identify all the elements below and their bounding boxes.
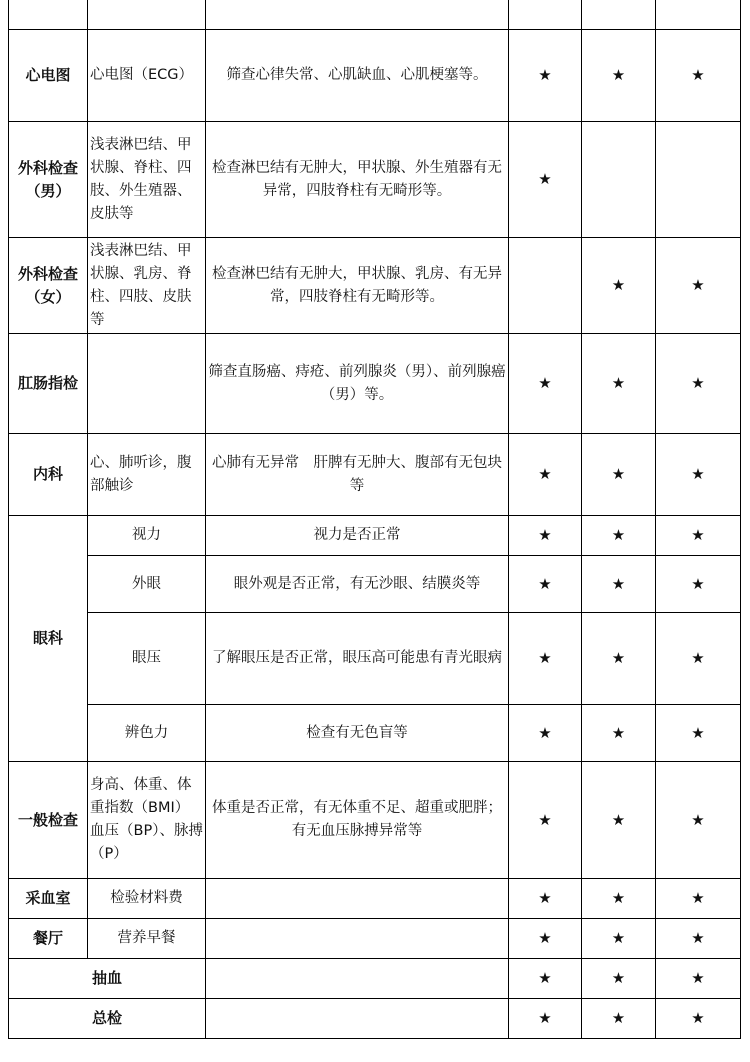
- star-mark: ★: [582, 879, 656, 919]
- star-mark: ★: [656, 334, 741, 434]
- star-mark: ★: [656, 613, 741, 705]
- category-cell: 餐厅: [9, 919, 88, 959]
- empty-cell: [656, 0, 741, 30]
- table-row: [9, 879, 741, 919]
- item-cell: 心电图（ECG）: [88, 30, 206, 122]
- table-row: [9, 959, 741, 999]
- category-cell: 内科: [9, 434, 88, 516]
- empty-cell: [206, 0, 509, 30]
- star-mark: ★: [656, 238, 741, 334]
- table-row: [9, 919, 741, 959]
- star-mark: ★: [656, 959, 741, 999]
- category-cell: 总检: [9, 999, 206, 1039]
- empty-cell: [206, 879, 509, 919]
- star-mark: ★: [656, 434, 741, 516]
- category-cell: 肛肠指检: [9, 334, 88, 434]
- table-row: [9, 30, 741, 122]
- star-mark: ★: [582, 30, 656, 122]
- star-mark: ★: [509, 556, 582, 613]
- item-cell: 浅表淋巴结、甲状腺、乳房、脊柱、四肢、皮肤等: [88, 238, 206, 334]
- empty-cell: [206, 959, 509, 999]
- item-cell: 视力: [88, 516, 206, 556]
- star-mark: ★: [582, 705, 656, 762]
- empty-cell: [9, 0, 88, 30]
- table-row: [9, 434, 741, 516]
- star-mark: ★: [656, 999, 741, 1039]
- star-mark: ★: [582, 999, 656, 1039]
- star-mark: ★: [656, 879, 741, 919]
- category-cell: 一般检查: [9, 762, 88, 879]
- star-mark: ★: [582, 334, 656, 434]
- star-mark: ★: [582, 919, 656, 959]
- table-row: [9, 999, 741, 1039]
- star-mark: ★: [656, 705, 741, 762]
- table-row: [9, 334, 741, 434]
- description-cell: 检查淋巴结有无肿大，甲状腺、乳房、有无异常，四肢脊柱有无畸形等。: [206, 238, 509, 334]
- item-cell: 营养早餐: [88, 919, 206, 959]
- table-row: [9, 613, 741, 705]
- description-cell: 筛查直肠癌、痔疮、前列腺炎（男）、前列腺癌（男）等。: [206, 334, 509, 434]
- star-mark: ★: [656, 516, 741, 556]
- empty-cell: [582, 122, 656, 238]
- table-row: [9, 762, 741, 879]
- empty-cell: [88, 0, 206, 30]
- star-mark: ★: [509, 122, 582, 238]
- item-cell: 心、肺听诊，腹部触诊: [88, 434, 206, 516]
- star-mark: ★: [509, 959, 582, 999]
- table-row: [9, 122, 741, 238]
- empty-cell: [656, 122, 741, 238]
- description-cell: 筛查心律失常、心肌缺血、心肌梗塞等。: [206, 30, 509, 122]
- item-cell: 眼压: [88, 613, 206, 705]
- table-row: [9, 705, 741, 762]
- star-mark: ★: [582, 762, 656, 879]
- empty-cell: [88, 334, 206, 434]
- description-cell: 眼外观是否正常，有无沙眼、结膜炎等: [206, 556, 509, 613]
- star-mark: ★: [509, 30, 582, 122]
- category-cell: 外科检查（女）: [9, 238, 88, 334]
- star-mark: ★: [509, 879, 582, 919]
- star-mark: ★: [509, 434, 582, 516]
- item-cell: 检验材料费: [88, 879, 206, 919]
- table-row: [9, 516, 741, 556]
- table-row: [9, 556, 741, 613]
- category-cell: 眼科: [9, 516, 88, 762]
- star-mark: ★: [656, 919, 741, 959]
- star-mark: ★: [509, 919, 582, 959]
- description-cell: 视力是否正常: [206, 516, 509, 556]
- star-mark: ★: [656, 762, 741, 879]
- description-cell: 检查有无色盲等: [206, 705, 509, 762]
- description-cell: 了解眼压是否正常，眼压高可能患有青光眼病: [206, 613, 509, 705]
- star-mark: ★: [656, 556, 741, 613]
- empty-cell: [509, 0, 582, 30]
- item-cell: 身高、体重、体重指数（BMI）血压（BP）、脉搏（P）: [88, 762, 206, 879]
- exam-package-table: [8, 0, 741, 1039]
- category-cell: 抽血: [9, 959, 206, 999]
- table-row: [9, 238, 741, 334]
- star-mark: ★: [509, 705, 582, 762]
- item-cell: 辨色力: [88, 705, 206, 762]
- empty-cell: [206, 999, 509, 1039]
- star-mark: ★: [582, 613, 656, 705]
- star-mark: ★: [509, 334, 582, 434]
- item-cell: 浅表淋巴结、甲状腺、脊柱、四肢、外生殖器、皮肤等: [88, 122, 206, 238]
- star-mark: ★: [509, 762, 582, 879]
- empty-cell: [206, 919, 509, 959]
- item-cell: 外眼: [88, 556, 206, 613]
- star-mark: ★: [509, 999, 582, 1039]
- star-mark: ★: [656, 30, 741, 122]
- star-mark: ★: [582, 556, 656, 613]
- category-cell: 采血室: [9, 879, 88, 919]
- empty-cell: [582, 0, 656, 30]
- description-cell: 心肺有无异常 肝脾有无肿大、腹部有无包块等: [206, 434, 509, 516]
- star-mark: ★: [582, 238, 656, 334]
- description-cell: 检查淋巴结有无肿大，甲状腺、外生殖器有无异常，四肢脊柱有无畸形等。: [206, 122, 509, 238]
- star-mark: ★: [582, 516, 656, 556]
- star-mark: ★: [509, 516, 582, 556]
- star-mark: ★: [582, 959, 656, 999]
- category-cell: 心电图: [9, 30, 88, 122]
- description-cell: 体重是否正常，有无体重不足、超重或肥胖；有无血压脉搏异常等: [206, 762, 509, 879]
- category-cell: 外科检查（男）: [9, 122, 88, 238]
- empty-cell: [509, 238, 582, 334]
- star-mark: ★: [509, 613, 582, 705]
- table-row: [9, 0, 741, 30]
- star-mark: ★: [582, 434, 656, 516]
